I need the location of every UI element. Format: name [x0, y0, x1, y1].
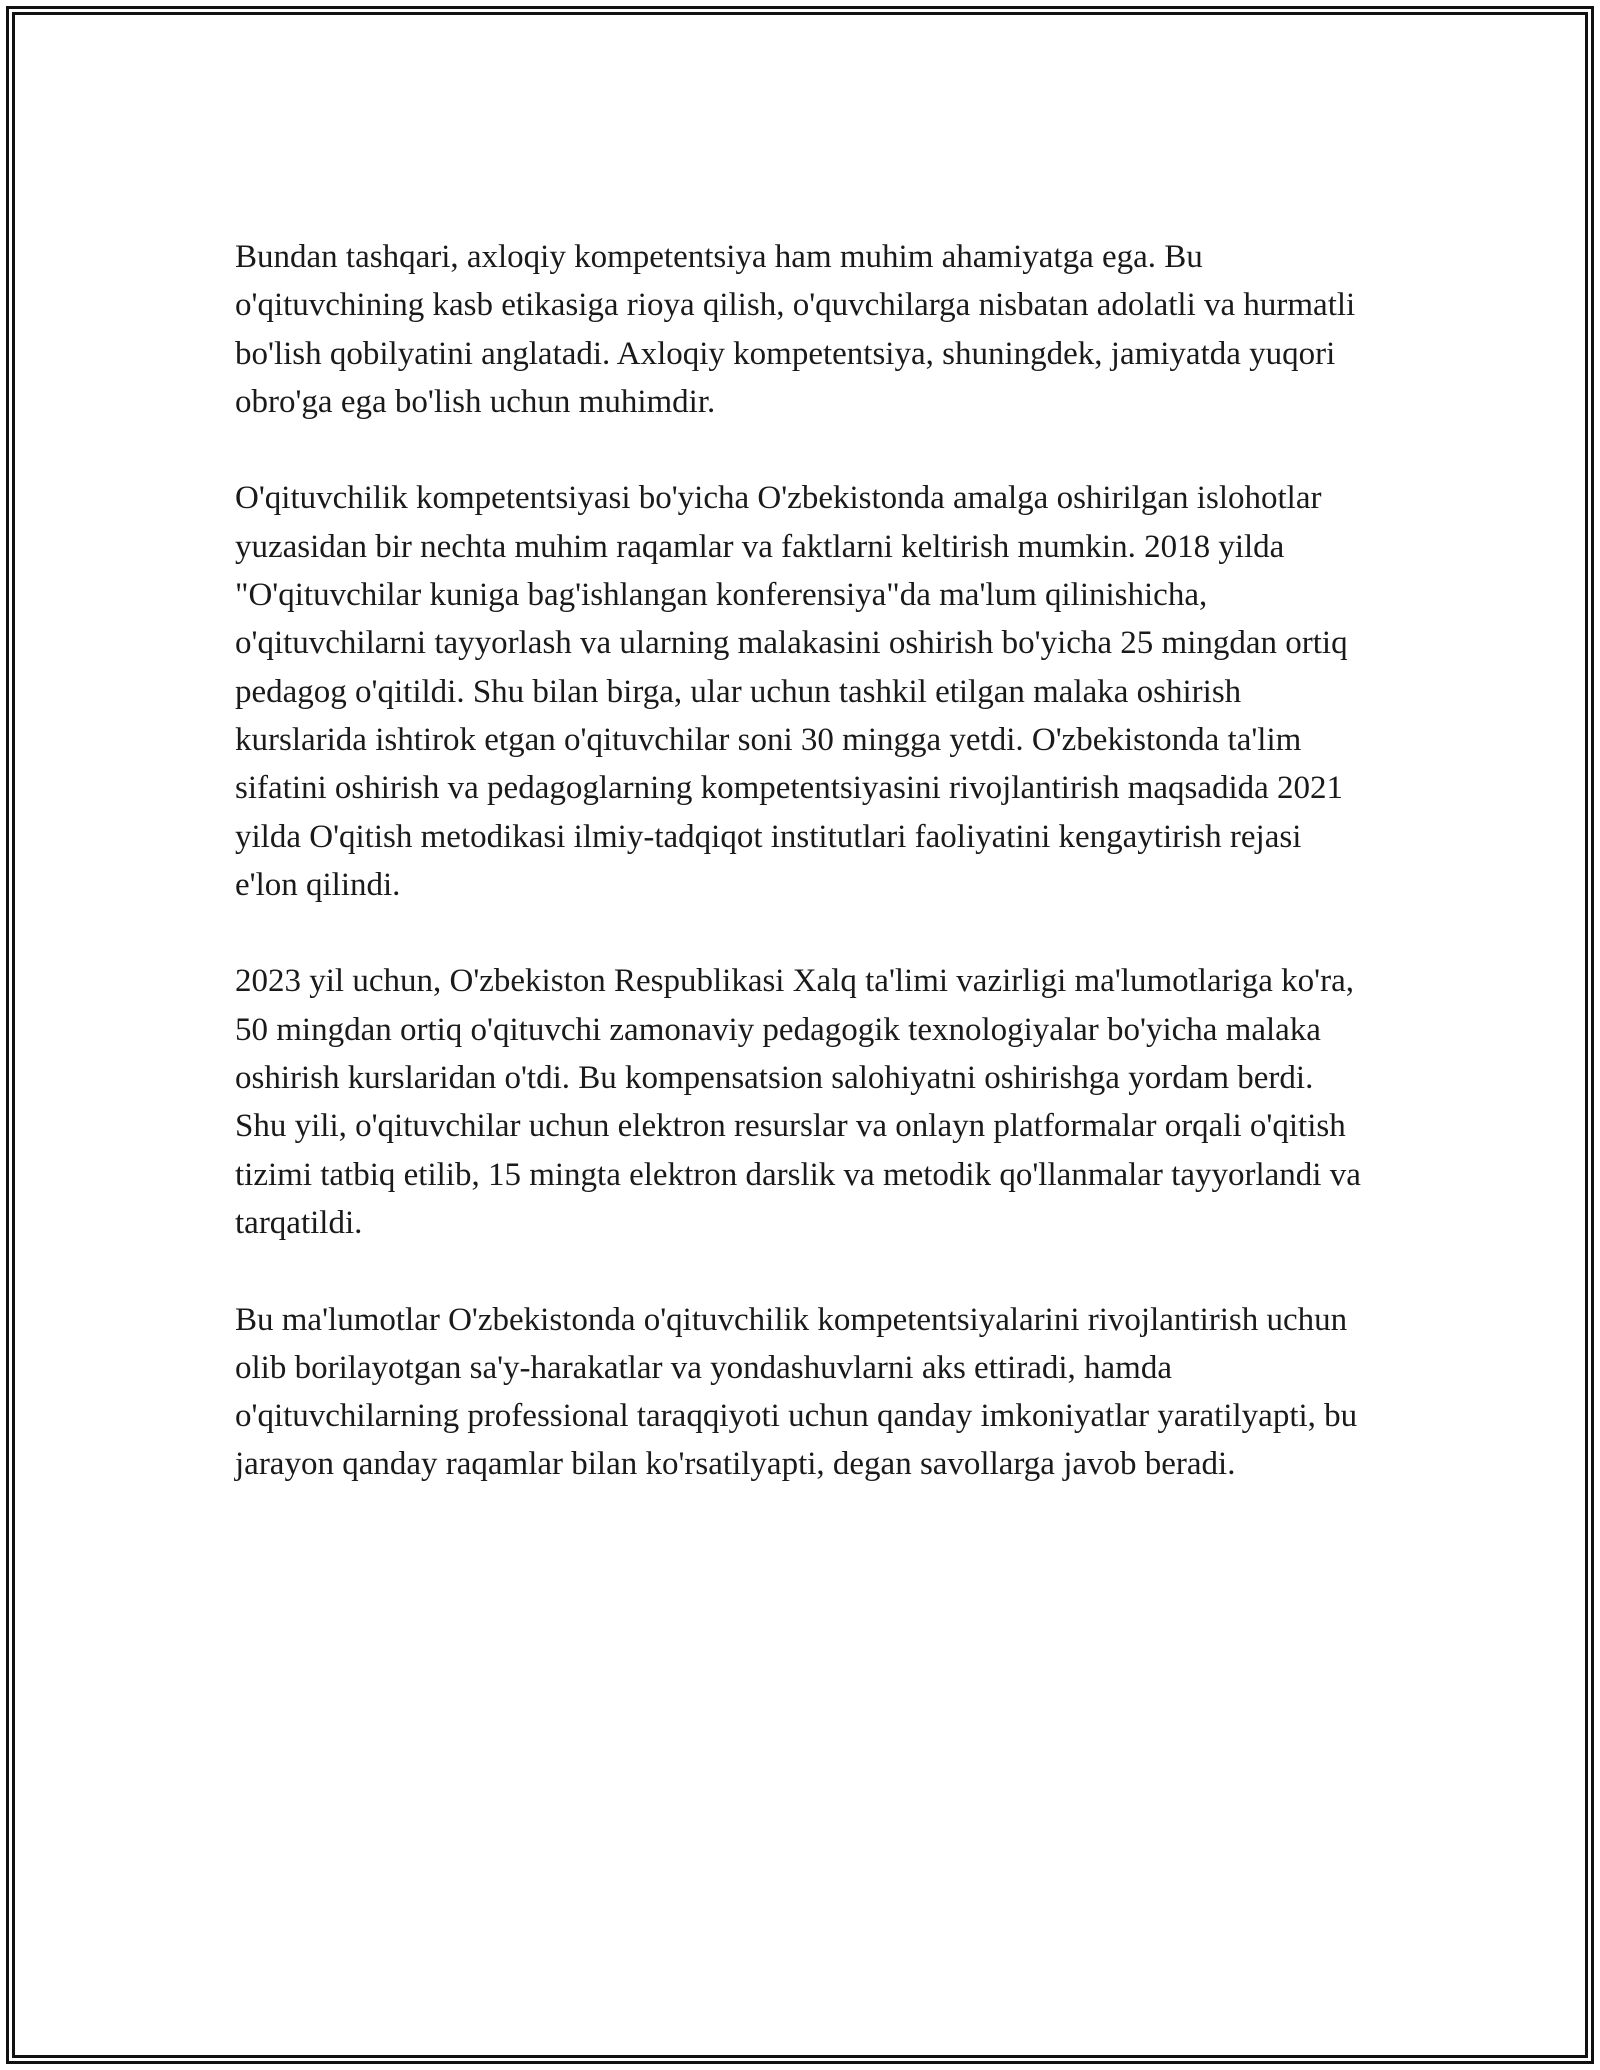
document-body: [235, 233, 1365, 1537]
paragraph-xulosa: Bu ma'lumotlar O'zbekistonda o'qituvchilik kompetentsiyalarini rivojlantirish uchun olib borilayotgan sa'y-harakatlar va yondashuvlarni aks ettiradi, hamda o'qituvchilarning professional taraqqiyoti uchun qanday imkoniyatlar yaratilyapti, bu jarayon qanday raqamlar bilan ko'rsatilyapti, degan savollarga javob beradi.: [235, 1301, 1358, 1483]
paragraph-axloqiy-kompetentsiya: Bundan tashqari, axloqiy kompetentsiya ham muhim ahamiyatga ega. Bu o'qituvchining kasb etikasiga rioya qilish, o'quvchilarga nisbatan adolatli va hurmatli bo'lish qobilyatini anglatadi. Axloqiy kompetentsiya, shuningdek, jamiyatda yuqori obro'ga ega bo'lish uchun muhimdir.: [235, 239, 1356, 420]
paragraph-islohotlar-raqamlar: O'qituvchilik kompetentsiyasi bo'yicha O'zbekistonda amalga oshirilgan islohotlar yuzasidan bir nechta muhim raqamlar va faktlarni keltirish mumkin. 2018 yilda "O'qituvchilar kuniga bag'ishlangan konferensiya"da ma'lum qilinishicha, o'qituvchilarni tayyorlash va ularning malakasini oshirish bo'yicha 25 mingdan ortiq pedagog o'qitildi. Shu bilan birga, ular uchun tashkil etilgan malaka oshirish kurslarida ishtirok etgan o'qituvchilar soni 30 mingga yetdi. O'zbekistonda ta'lim sifatini oshirish va pedagoglarning kompetentsiyasini rivojlantirish maqsadida 2021 yilda O'qitish metodikasi ilmiy-tadqiqot institutlari faoliyatini kengaytirish rejasi e'lon qilindi.: [235, 480, 1348, 903]
paragraph-2023-malaka-oshirish: 2023 yil uchun, O'zbekiston Respublikasi Xalq ta'limi vazirligi ma'lumotlariga ko'ra, 50 mingdan ortiq o'qituvchi zamonaviy pedagogik texnologiyalar bo'yicha malaka oshirish kurslaridan o'tdi. Bu kompensatsion salohiyatni oshirishga yordam berdi. Shu yili, o'qituvchilar uchun elektron resurslar va onlayn platformalar orqali o'qitish tizimi tatbiq etilib, 15 mingta elektron darslik va metodik qo'llanmalar tayyorlandi va tarqatildi.: [235, 963, 1361, 1241]
